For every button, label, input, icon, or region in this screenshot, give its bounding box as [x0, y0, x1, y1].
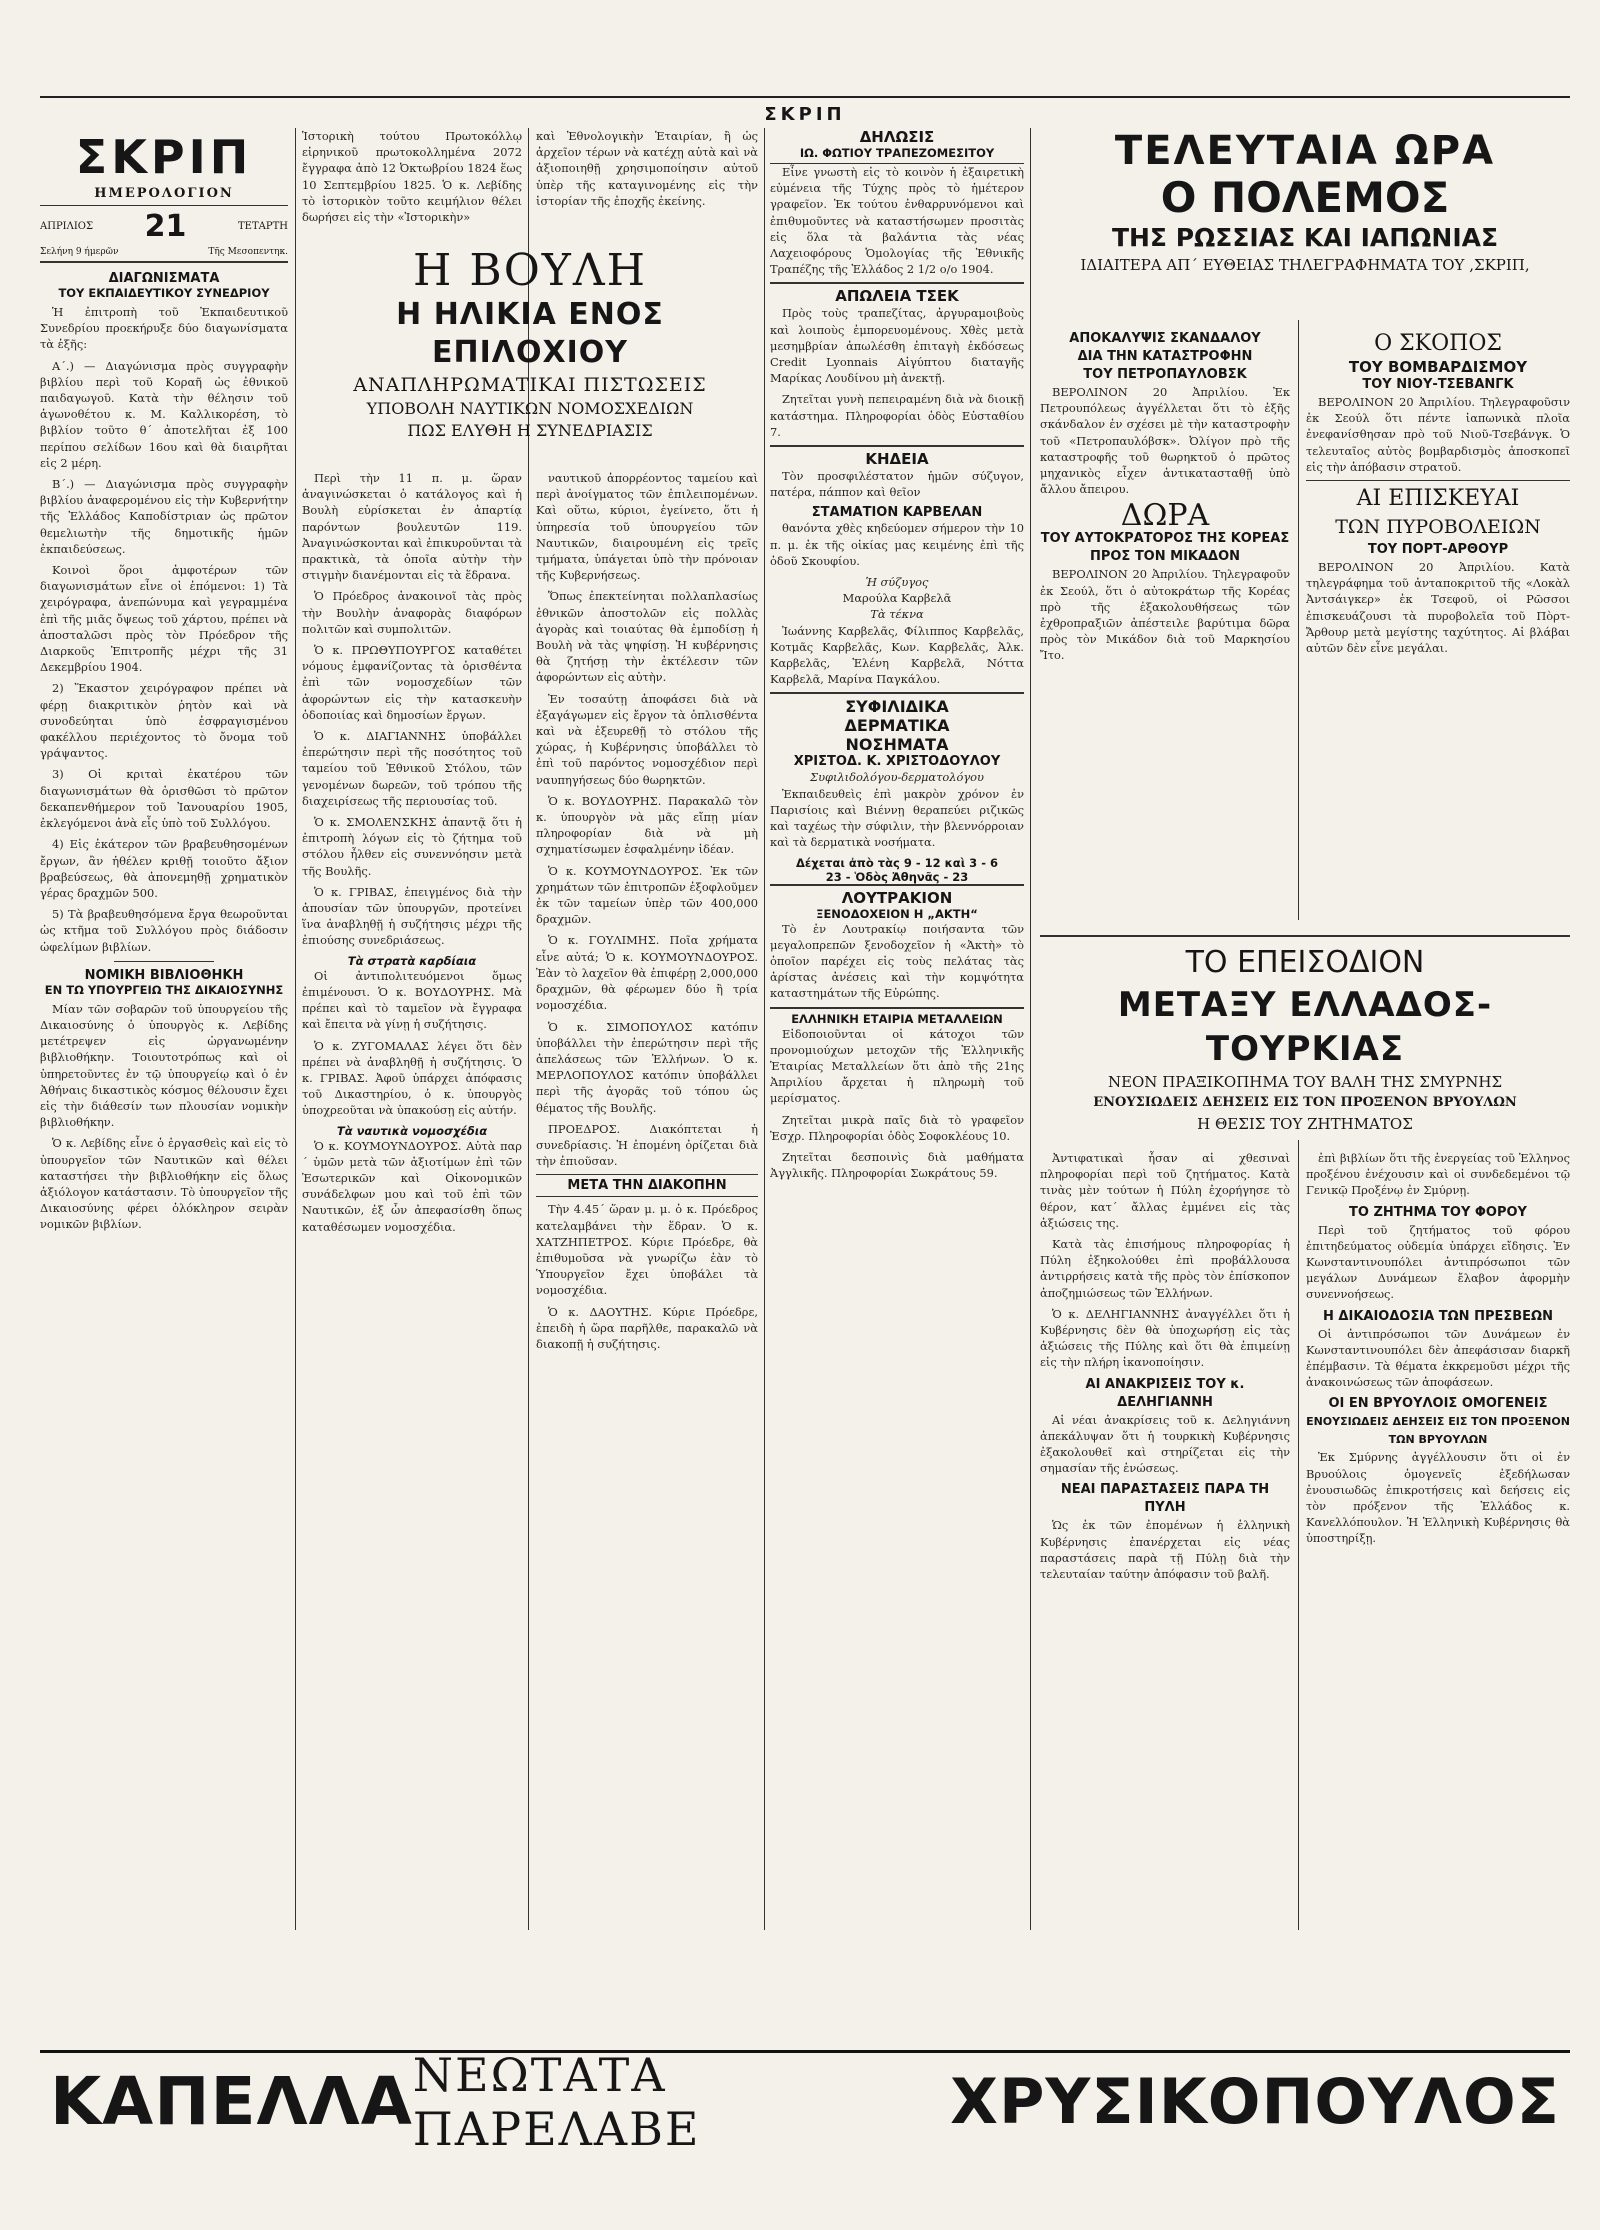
article-headline: ΤΟΥ ΒΟΜΒΑΡΔΙΣΜΟΥ: [1348, 358, 1528, 376]
doctor-title: Συφιλιδολόγου-δερματολόγου: [810, 770, 984, 785]
weekday-label: ΤΕΤΑΡΤΗ: [238, 221, 288, 232]
paragraph: Ἐκ Σμύρνης ἀγγέλλουσιν ὅτι οἱ ἐν Βρυούλοις ὁμογενεῖς ἐξεδήλωσαν ἐνουσιωδῶς ἐπικροτήσεις καὶ δεήσεις εἰς τὸν πρόξενον τῆς Ἑλλάδος κ. Κανελλόπουλον. Ἡ Ἑλληνικὴ Κυβέρνησις θὰ ὑποστηρίξῃ.: [1306, 1450, 1570, 1546]
article-headline: ΤΟΥ ΠΕΤΡΟΠΑΥΛΟΒΣΚ: [1083, 367, 1247, 382]
paragraph: Περὶ τοῦ ζητήματος τοῦ φόρου ἐπιτηδεύματος οὐδεμία ὑπάρχει εἴδησις. Ἐν Κωνσταντινουπόλει ἀντιπρόσωποι τῶν μεγάλων Δυνάμεων ἔλαβον ἀφορμὴν συνεννοήσεως.: [1306, 1222, 1570, 1302]
paragraph: Αἱ νέαι ἀνακρίσεις τοῦ κ. Δεληγιάννη ἀπεκάλυψαν ὅτι ἡ τουρκικὴ Κυβέρνησις ἐξακολουθεῖ καὶ στηρίζεται εἰς τὴν σημασίαν τῆς ἑνώσεως.: [1040, 1412, 1290, 1476]
divider: [114, 961, 213, 962]
paragraph: Ζητεῖται δεσποινὶς διὰ μαθήματα Ἀγγλικῆς. Πληροφορίαι Σωκράτους 59.: [770, 1149, 1024, 1181]
paragraph: Ὁ κ. ΖΥΓΟΜΑΛΑΣ λέγει ὅτι δὲν πρέπει νὰ ἀναβληθῇ ἡ συζήτησις. Ὁ κ. ΓΡΙΒΑΣ. Ἀφοῦ ὑπάρχει ἀπόφασις τοῦ Δικαστηρίου, ὁ κ. ὑπουργὸς ὑποχρεοῦται νὰ ὑπακούσῃ εἰς αὐτήν.: [302, 1038, 522, 1118]
article-headline: ΤΩΝ ΠΥΡΟΒΟΛΕΙΩΝ: [1335, 516, 1541, 539]
article-body: [1306, 1326, 1570, 1391]
paragraph: Ὁ κ. ΒΟΥΔΟΥΡΗΣ. Παρακαλῶ τὸν κ. ὑπουργὸν νὰ μᾶς εἴπῃ μίαν πληροφορίαν διὰ νὰ μὴ σχηματίσωμεν ἐσφαλμένην ἰδέαν.: [536, 793, 758, 857]
headline-smyrna: ΝΕΟΝ ΠΡΑΞΙΚΟΠΗΜΑ ΤΟΥ ΒΑΛΗ ΤΗΣ ΣΜΥΡΝΗΣ: [1107, 1073, 1503, 1091]
ad-headline: ΔΕΡΜΑΤΙΚΑ: [844, 716, 950, 736]
article-body: [1040, 566, 1290, 663]
moon-row: [40, 247, 288, 263]
article-headline: ΔΙΑ ΤΗΝ ΚΑΤΑΣΤΡΟΦΗΝ: [1077, 349, 1253, 364]
headline-position: Η ΘΕΣΙΣ ΤΟΥ ΖΗΤΗΜΑΤΟΣ: [1197, 1115, 1413, 1133]
ad-headline: ΝΟΣΗΜΑΤΑ: [845, 735, 949, 755]
paragraph: Ζητεῖται μικρὰ παῖς διὰ τὸ γραφεῖον Ἐσχρ. Πληροφορίαι ὁδὸς Σοφοκλέους 10.: [770, 1112, 1024, 1143]
article-headline: ΔΩΡΑ: [1120, 498, 1210, 534]
paragraph: 5) Τὰ βραβευθησόμενα ἔργα θεωροῦνται ὡς κτῆμα τοῦ Συλλόγου πρὸς διάδοσιν ὠφελίμων βιβλίων.: [40, 907, 288, 954]
article-body: [1040, 1412, 1290, 1477]
column-scandal: [1040, 330, 1290, 920]
headline-session: ΠΩΣ ΕΛΥΘΗ Η ΣΥΝΕΔΡΙΑΣΙΣ: [407, 421, 653, 440]
article-headline: ΤΟΥ ΠΟΡΤ-ΑΡΘΟΥΡ: [1367, 542, 1509, 558]
hotel-name: ΞΕΝΟΔΟΧΕΙΟΝ Η „ΑΚΤΗ“: [816, 906, 978, 921]
paragraph: Ὡς ἐκ τῶν ἐπομένων ἡ ἑλληνικὴ Κυβέρνησις ἐπανέρχεται εἰς νέας παραστάσεις παρὰ τῇ Πύλῃ διὰ τὴν τελευταίαν ταύτην ἀπόφασιν τοῦ βαλῆ.: [1040, 1518, 1290, 1582]
ad-body: [770, 786, 1024, 851]
paragraph: Ὁ κ. ΣΜΟΛΕΝΣΚΗΣ ἀπαντᾷ ὅτι ἡ ἐπιτροπὴ λόγων εἰς τὸ ζήτημα τοῦ στόλου ἦλθεν εἰς συνεννόησιν μετὰ τῆς Βουλῆς.: [302, 815, 522, 878]
article-subheadline: ΤΟΥ ΕΚΠΑΙΔΕΥΤΙΚΟΥ ΣΥΝΕΔΡΙΟΥ: [58, 286, 270, 300]
column-divider: [1030, 128, 1031, 1930]
paragraph: Ζητεῖται γυνὴ πεπειραμένη διὰ νὰ διοικῇ κατάστημα. Πληροφορίαι ὁδὸς Εὐσταθίου 7.: [770, 392, 1024, 439]
paragraph: Ὁ κ. ΔΙΑΓΙΑΝΝΗΣ ὑποβάλλει ἐπερώτησιν περὶ τῆς ποσότητος τοῦ ταμείου τοῦ Ἐθνικοῦ Στόλου, τῶν γενομένων δωρεῶν, τοῦ τρόπου τῆς διαχειρίσεως τῆς περιουσίας τοῦ.: [302, 729, 522, 808]
article-body: [536, 470, 758, 1169]
notice-headline: ΔΗΛΩΣΙΣ: [859, 128, 935, 146]
moon-label: Σελήνη 9 ήμερῶν: [40, 247, 119, 257]
article-headline: ΔΙΑΓΩΝΙΣΜΑΤΑ: [108, 271, 220, 286]
article-headline: Ο ΣΚΟΠΟΣ: [1374, 331, 1502, 356]
paragraph: ΒΕΡΟΛΙΝΟΝ 20 Ἀπριλίου. Κατὰ τηλεγράφημα τοῦ ἀνταποκριτοῦ τῆς «Λοκὰλ Ἀντσάιγκερ» ἐκ Τσεφοῦ, οἱ Ρῶσσοι ἐπισκευάζουσι τὰ πυροβολεῖα τοῦ Πὸρτ-Ἄρθουρ μετὰ μεγίστης ταχύτητος. Αἱ βλάβαι αὐτῶν δὲν εἶνε μεγάλαι.: [1306, 560, 1570, 656]
notice-subheadline: ΙΩ. ΦΩΤΙΟΥ ΤΡΑΠΕΖΟΜΕΣΙΤΟΥ: [770, 146, 1024, 164]
notice-body: [770, 468, 1024, 500]
top-snippets: [302, 128, 758, 243]
paragraph: Εἶνε γνωστὴ εἰς τὸ κοινὸν ἡ ἐξαιρετικὴ εὐμένεια τῆς Τύχης πρὸς τὸ ἡμέτερον γραφεῖον. Ἐκ τούτου ἐνθαρρυνόμενοι καὶ ἐπιθυμοῦντες νὰ καταστήσωμεν προσιτὰς εἰς ὅλα τὰ βαλάντια τὰς νέας Λαχειοφόρους Ὁμολογίας τῆς Ἐθνικῆς Τραπέζης τῆς Ἑλλάδος 2 1/2 ο/ο 1904.: [770, 165, 1024, 277]
paragraph: ΒΕΡΟΛΙΝΟΝ 20 Ἀπριλίου. Ἐκ Πετρουπόλεως ἀγγέλλεται ὅτι τὸ ἐξῆς σκάνδαλον ἐν σχέσει μὲ τὴν καταστροφὴν τοῦ «Πετροπαυλόβσκ». Ὀλίγον πρὸ τῆς καταστροφῆς τοῦ θωρηκτοῦ ὁ πρῶτος μηχανικὸς εἶχεν ἀντικατασταθῇ ὑπὸ ἄλλου ἄπειρου.: [1040, 385, 1290, 497]
article-body: [1306, 559, 1570, 656]
newspaper-logo: ΣΚΡΙΠ: [75, 130, 253, 184]
column-bombardment: [1306, 330, 1570, 920]
date-row: [40, 206, 288, 247]
ad-headline: ΣΥΦΙΛΙΔΙΚΑ: [770, 692, 1024, 716]
calendar-heading: ΗΜΕΡΟΛΟΓΙΟΝ: [40, 186, 288, 206]
article-body: [302, 1138, 522, 1235]
feast-label: Τῆς Μεσοπεντηκ.: [208, 247, 288, 257]
article-body: [1306, 394, 1570, 475]
article-body: [302, 968, 522, 1119]
headline-petitions: ΕΝΟΥΣΙΩΔΕΙΣ ΔΕΗΣΕΙΣ ΕΙΣ ΤΟΝ ΠΡΟΞΕΝΟΝ ΒΡΥΟΥΛΩΝ: [1093, 1095, 1517, 1110]
doctor-name: ΧΡΙΣΤΟΔ. Κ. ΧΡΙΣΤΟΔΟΥΛΟΥ: [793, 754, 1001, 770]
paragraph: Κατὰ τὰς ἐπισήμους πληροφορίας ἡ Πύλη ἐξηκολούθει ἐπὶ προβάλλουσα ἀντιρρήσεις κατὰ τῆς πρὸς τὸν ἐπίσκοπον ἀποζημιώσεως τῶν Ἑλλήνων.: [1040, 1237, 1290, 1300]
notice-body: [770, 623, 1024, 688]
paragraph: Κοινοὶ ὅροι ἀμφοτέρων τῶν διαγωνισμάτων εἶνε οἱ ἑπόμενοι: 1) Τὰ χειρόγραφα, ἀνεπώνυμα καὶ γεγραμμένα ἐπὶ τῆς μιᾶς ὄψεως τοῦ χάρτου, πρέπει νὰ ἀποσταλῶσι πρὸς τὸν Πρόεδρον τῆς Διαρκοῦς Ἐπιτροπῆς μέχρι τῆς 31 Δεκεμβρίου 1904.: [40, 563, 288, 675]
paragraph: ΒΕΡΟΛΙΝΟΝ 20 Ἀπριλίου. Τηλεγραφοῦν ἐκ Σεούλ, ὅτι ὁ αὐτοκράτωρ τῆς Κορέας πρὸ τῆς ἐξακολουθήσεως τῶν ἐχθροπραξιῶν ἀπέστειλε βαρύτιμα δῶρα πρὸς τὸν Μικάδον διὰ τοῦ Μαρκησίου Ἴτο.: [1040, 567, 1290, 663]
war-banner: [1040, 128, 1570, 276]
paragraph: ἐπὶ βιβλίων ὅτι τῆς ἐνεργείας τοῦ Ἑλληνος προξένου ἐνέχουσιν καὶ οἱ συνδεδεμένοι τῷ Γενικῷ Προξένῳ ἐν Σμύρνῃ.: [1306, 1151, 1570, 1198]
paragraph: Ἐκπαιδευθεὶς ἐπὶ μακρὸν χρόνον ἐν Παρισίοις καὶ Βιέννῃ θεραπεύει ριζικῶς καὶ ταχέως τὴν σύφιλιν, τὴν βλεννόρροιαν καὶ τὰ δερματικὰ νοσήματα.: [770, 786, 1024, 850]
article-body: [1306, 1449, 1570, 1546]
article-body: [536, 1201, 758, 1352]
article-subheadline: ΕΝ ΤΩ ΥΠΟΥΡΓΕΙΩ ΤΗΣ ΔΙΚΑΙΟΣΥΝΗΣ: [44, 982, 284, 997]
paragraph: Ὅπως ἐπεκτείνηται πολλαπλασίως ἐθνικῶν ἀποστολῶν εἰς πολλὰς ἀγορὰς καὶ τοιαύτας θὰ ἐμποδίσῃ ἡ Βουλὴ νὰ τὰς ψηφίσῃ. Ἡ κυβέρνησις θὰ ζητήσῃ τὴν ἐκτέλεσιν τῶν ἀφορώντων εἰς αὐτὴν.: [536, 589, 758, 685]
paragraph: Περὶ τὴν 11 π. μ. ὥραν ἀναγινώσκεται ὁ κατάλογος καὶ ἡ Βουλὴ εὑρίσκεται ἐν ἀπαρτίᾳ παρόντων βουλευτῶν 119. Ἀναγινώσκονται καὶ ἐπικυροῦνται τὰ πρακτικὰ, τὰ ὁποῖα αὐτὴν τὴν στιγμὴν διανέμονται εἰς τὰ ἕδρανα.: [302, 471, 522, 583]
section-subhead: Τὰ ναυτικὰ νομοσχέδια: [336, 1123, 488, 1138]
section-subhead: Τὰ στρατὰ καρδίαια: [347, 953, 477, 968]
article-headline: ΑΠΟΚΑΛΥΨΙΣ ΣΚΑΝΔΑΛΟΥ: [1069, 331, 1261, 346]
masthead-page-label: ΣΚΡΙΠ: [764, 104, 846, 125]
ad-hats: ΚΑΠΕΛΛΑ: [50, 2063, 413, 2140]
paragraph: Ἡ ἐπιτροπὴ τοῦ Ἐκπαιδευτικοῦ Συνεδρίου προεκήρυξε δύο διαγωνίσματα τὰ ἑξῆς:: [40, 305, 288, 352]
paragraph: ναυτικοῦ ἀπορρέοντος ταμείου καὶ περὶ ἀνοίγματος τῶν ἐπιλειπομένων. Καὶ οὕτω, κύριοι, ἐγείνετο, ὅτι ἡ ὑπηρεσία τοῦ ὑπουργείου τῶν Ναυτικῶν, διαιρουμένη εἰς τρεῖς τμήματα, ὑπάγεται ὑπὸ τὴν πρόνοιαν τῆς Κυβερνήσεως.: [536, 471, 758, 583]
ad-headline: ΛΟΥΤΡΑΚΙΟΝ: [770, 884, 1024, 907]
article-body: [1306, 1222, 1570, 1303]
notice-body: [770, 1026, 1024, 1182]
column-divider: [764, 128, 765, 1930]
notice-body: [770, 305, 1024, 440]
column-divider: [1298, 1140, 1299, 1930]
family-name: Μαρούλα Καρβελᾶ: [842, 591, 952, 606]
column-episode-a: [1040, 1150, 1290, 1930]
episode-banner: [1040, 935, 1570, 1135]
headline-episode: ΤΟ ΕΠΕΙΣΟΔΙΟΝ: [1185, 945, 1425, 980]
paragraph: Οἱ ἀντιπολιτευόμενοι ὅμως ἐπιμένουσι. Ὁ κ. ΒΟΥΔΟΥΡΗΣ. Μὰ πρέπει καὶ τὸ ταμεῖον νὰ ἔγγραφα καὶ ἔπειτα νὰ γίνῃ ἡ συζήτησις.: [302, 968, 522, 1032]
paragraph: Ὁ κ. ΔΕΛΗΓΙΑΝΝΗΣ ἀναγγέλλει ὅτι ἡ Κυβέρνησις δὲν θὰ ὑποχωρήσῃ εἰς τὰς ἀξιώσεις τῆς Πύλης καὶ ὅτι θὰ ἐπιμείνῃ εἰς τὴν πλήρη ἱκανοποίησιν.: [1040, 1306, 1290, 1370]
notice-headline: ΚΗΔΕΙΑ: [770, 445, 1024, 468]
section-subhead: ΝΕΑΙ ΠΑΡΑΣΤΑΣΕΙΣ ΠΑΡΑ ΤΗ ΠΥΛΗ: [1060, 1482, 1270, 1516]
snippet: Ἱστορικὴ τούτου Πρωτοκόλλῳ εἰρηνικοῦ πρωτοκολλημένα 2072 ἔγγραφα ἀπὸ 12 Ὀκτωβρίου 1824 ἕως 10 Σεπτεμβρίου 1825. Ὁ κ. Λεβίδης τὸ ἱστορικὸν τοῦτο κειμήλιον θέλει δωρήσει εἰς τὴν «Ἱστορικὴν»: [302, 129, 522, 225]
deceased-name: ΣΤΑΜΑΤΙΟΝ ΚΑΡΒΕΛΑΝ: [811, 505, 983, 521]
paragraph: Ὁ κ. ΓΟΥΛΙΜΗΣ. Ποῖα χρήματα εἶνε αὐτά; Ὁ κ. ΚΟΥΜΟΥΝΔΟΥΡΟΣ. Ἐὰν τὸ λαχεῖον θὰ ἐπιφέρῃ 2,000,000 δραχμῶν, θὰ φέρωμεν δύο ἢ τρία νομοσχέδια.: [536, 933, 758, 1013]
day-number: 21: [144, 209, 187, 244]
paragraph: Ἰωάννης Καρβελᾶς, Φίλιππος Καρβελᾶς, Κοτμᾶς Καρβελᾶς, Κων. Καρβελᾶς, Ἀλκ. Καρβελᾶς, Ἐλένη Καρβελᾶ, Νόττα Καρβελᾶ, Μαρίνα Παγκάλου.: [770, 623, 1024, 687]
article-body: [1306, 1150, 1570, 1199]
paragraph: 4) Εἰς ἑκάτερον τῶν βραβευθησομένων ἔργων, ἂν ἠθέλεν κριθῇ τοιοῦτο ἄξιον βραβεύσεως, θὰ ἀπονεμηθῇ χρηματικὸν γέρας δραχμῶν 500.: [40, 837, 288, 900]
column-vouli-b: [536, 470, 758, 1930]
office-address: 23 - Ὁδὸς Ἀθηνᾶς - 23: [825, 869, 969, 884]
article-headline: ΑΙ ΕΠΙΣΚΕΥΑΙ: [1306, 480, 1570, 513]
section-subhead: ΟΙ ΕΝ ΒΡΥΟΥΛΟΙΣ ΟΜΟΓΕΝΕΙΣ: [1328, 1396, 1548, 1412]
paragraph: Μίαν τῶν σοβαρῶν τοῦ ὑπουργείου τῆς Δικαιοσύνης ὁ ὑπουργὸς κ. Λεβίδης μετέτρεψεν εἰς ὠργανωμένην βιβλιοθήκην. Τοιουτοτρόπως καὶ οἱ ὑπηρετοῦντες ἐν τῷ ὑπουργείῳ καὶ ὁ ἐν Ἀθήναις δικαστικὸς κόσμος θέλουσιν ἔχει εἰς τὴν διάθεσίν των πλουσίαν νομικὴν βιβλιοθήκην.: [40, 1001, 288, 1130]
column-calendar: [40, 128, 288, 1930]
paragraph: 3) Οἱ κριταὶ ἑκατέρου τῶν διαγωνισμάτων θὰ ὁρισθῶσι τὸ πρῶτον δεκαπενθήμερον τοῦ Ἰανουαρίου 1905, ἐκλεγόμενοι ἀνὰ εἷς ὑπὸ τοῦ Συλλόγου.: [40, 767, 288, 831]
ad-merchant: ΧΡΥΣΙΚΟΠΟΥΛΟΣ: [950, 2065, 1560, 2138]
ad-arrivals: ΝΕΩΤΑΤΑ ΠΑΡΕΛΑΒΕ: [412, 2047, 701, 2156]
month-label: ΑΠΡΙΛΙΟΣ: [40, 221, 94, 232]
article-headline: ΤΟΥ ΝΙΟΥ-ΤΣΕΒΑΝΓΚ: [1362, 377, 1514, 392]
paragraph: Πρὸς τοὺς τραπεζίτας, ἀργυραμοιβοὺς καὶ λοιποὺς ἐμπορευομένους. Χθὲς μετὰ μεσημβρίαν ἀπωλέσθη ἐπιταγὴ ἐκδόσεως Credit Lyonnais Αἰγύπτου διαταγῆς Μαρίκας Λουδίνου μὴ ἀνεκτῇ.: [770, 306, 1024, 386]
column-divider: [1298, 320, 1299, 920]
article-body: [40, 304, 288, 955]
paragraph: Ἀντιφατικαὶ ἦσαν αἱ χθεσιναὶ πληροφορίαι περὶ τοῦ ζητήματος. Κατὰ τινὰς μὲν τούτων ἡ Πύλη ἐχορήγησε τὸ θέρον, κατ´ ἄλλας ἐμμένει εἰς τὰς ἀξιώσεις της.: [1040, 1151, 1290, 1230]
paragraph: Ὁ κ. ΚΟΥΜΟΥΝΔΟΥΡΟΣ. Αὐτὰ παρ´ ὑμῶν μετὰ τῶν ἀξιοτίμων ἐπὶ τῶν Ἐσωτερικῶν καὶ Οἰκονομικῶν συνάδελφων μου καὶ τοῦ ἐπὶ τῶν Ναυτικῶν, ἐξ ὧν ἀπεφασίσθη ὅπως καταθέσωμεν νομοσχέδια.: [302, 1138, 522, 1234]
paragraph: Ὁ κ. ΓΡΙΒΑΣ, ἐπειγμένος διὰ τὴν ἀπουσίαν τῶν ὑπουργῶν, προτείνει ἵνα ἀναβληθῇ ἡ συζήτησις μέχρι τῆς ἐπιούσης συνεδριάσεως.: [302, 884, 522, 948]
paragraph: Τὴν 4.45´ ὥραν μ. μ. ὁ κ. Πρόεδρος κατελαμβάνει τὴν ἕδραν. Ὁ κ. ΧΑΤΖΗΠΕΤΡΟΣ. Κύριε Πρόεδρε, θὰ ἐπιθυμοῦσα νὰ γνωρίζω ἐὰν τὸ Ὑπουργεῖον ἔχει ὑποβάλει τὰ νομοσχέδια.: [536, 1202, 758, 1298]
notice-body: [770, 164, 1024, 277]
article-body: [1040, 1517, 1290, 1582]
vouli-banner: [302, 246, 758, 442]
footer-advertisement: [40, 2047, 1570, 2156]
paragraph: Β´.) — Διαγώνισμα πρὸς συγγραφὴν βιβλίου ἀναφερομένου εἰς τὴν Κυβερνήτην τῆς Ἑλλάδος Καποδίστριαν ὡς πρῶτον θεμελιωτὴν τῆς δημοτικῆς ἡμῶν ἐκπαιδεύσεως.: [40, 477, 288, 556]
headline-greece-turkey: ΜΕΤΑΞΥ ΕΛΛΑΔΟΣ-ΤΟΥΡΚΙΑΣ: [1117, 985, 1493, 1069]
section-headline: ΜΕΤΑ ΤΗΝ ΔΙΑΚΟΠΗΝ: [536, 1174, 758, 1197]
paragraph: Ὁ κ. ΣΙΜΟΠΟΥΛΟΣ κατόπιν ὑποβάλλει τὴν ἐπερώτησιν περὶ τῆς ἀπελάσεως τῶν Ἑλλήνων. Ὁ κ. ΜΕΡΛΟΠΟΥΛΟΣ κατόπιν ὑποβάλλει περὶ τῆς ἀγορᾶς τοῦ τόπου ὡς θέματος τῆς Βουλῆς.: [536, 1019, 758, 1115]
headline-vouli: Η ΒΟΥΛΗ: [413, 245, 647, 296]
section-subhead: Η ΔΙΚΑΙΟΔΟΣΙΑ ΤΩΝ ΠΡΕΣΒΕΩΝ: [1323, 1308, 1553, 1324]
ad-body: [770, 921, 1024, 1002]
paragraph: Ἐν τοσαύτῃ ἀποφάσει διὰ νὰ ἐξαγάγωμεν εἰς ἔργον τὰ ὁπλισθέντα καὶ νὰ ἐξευρεθῇ τὸ στόλου τῆς χώρας, ἡ Κυβέρνησις ὑποβάλλει τὸ ἐπὶ τοῦ παρόντος νομοσχέδιον περὶ ναυπηγήσεως δύο θωρηκτῶν.: [536, 691, 758, 787]
headline-telegrams: ΙΔΙΑΙΤΕΡΑ ΑΠ´ ΕΥΘΕΙΑΣ ΤΗΛΕΓΡΑΦΗΜΑΤΑ ΤΟΥ ,ΣΚΡΙΠ,: [1080, 256, 1530, 274]
column-vouli-a: [302, 470, 522, 1930]
column-notices: [770, 128, 1024, 1930]
article-headline: ΝΟΜΙΚΗ ΒΙΒΛΙΟΘΗΚΗ: [84, 967, 244, 983]
paragraph: Ὁ κ. Λεβίδης εἶνε ὁ ἐργασθεὶς καὶ εἰς τὸ ὑπουργεῖον τῶν Ναυτικῶν καὶ θέλει καταστήσει τὴν βιβλιοθήκην εἰς ὅλως ἀξιόλογον κατάστασιν. Τὸ ὑπουργεῖον τῆς Δικαιοσύνης φέρει ὁλόκληρον σειρὰν νομικῶν βιβλίων.: [40, 1136, 288, 1232]
paragraph: Εἰδοποιοῦνται οἱ κάτοχοι τῶν προνομιούχων μετοχῶν τῆς Ἑλληνικῆς Ἑταιρίας Μεταλλείων ὅτι ἀπὸ τῆς 21ης Ἀπριλίου ἄρχεται ἡ πληρωμὴ τοῦ μερίσματος.: [770, 1026, 1024, 1106]
article-body: [40, 1001, 288, 1233]
article-headline: ΠΡΟΣ ΤΟΝ ΜΙΚΑΔΟΝ: [1089, 549, 1241, 565]
family-label: Ἡ σύζυγος: [865, 575, 929, 590]
paragraph: θανόντα χθὲς κηδεύομεν σήμερον τὴν 10 π. μ. ἐκ τῆς οἰκίας μας κειμένης ἐπὶ τῆς ὁδοῦ Σκουφίου.: [770, 521, 1024, 568]
paragraph: 2) Ἕκαστον χειρόγραφον πρέπει νὰ φέρῃ διακριτικὸν ῥητὸν καὶ νὰ συνοδεύηται ὑπὸ ἐσφραγισμένου φακέλλου περιέχοντος τὸ ὄνομα τοῦ γράψαντος.: [40, 681, 288, 761]
paragraph: Ὁ Πρόεδρος ἀνακοινοῖ τὰς πρὸς τὴν Βουλὴν ἀναφορὰς διαφόρων πολιτῶν καὶ συμπολιτῶν.: [302, 589, 522, 636]
masthead-rule: [40, 96, 1570, 98]
paragraph: Τὸ ἐν Λουτρακίῳ ποιήσαντα τῶν μεγαλοπρεπῶν ξενοδοχεῖον ἡ «Ἀκτὴ» τὸ ὁποῖον παρέχει εἰς τοὺς πελάτας τὰς ἀρίστας ἀνέσεις καὶ τὴν κομψότητα καταστημάτων τῆς Εὐρώπης.: [770, 921, 1024, 1001]
article-body: [1040, 384, 1290, 497]
headline-credits: ΑΝΑΠΛΗΡΩΜΑΤΙΚΑΙ ΠΙΣΤΩΣΕΙΣ: [353, 374, 707, 396]
section-subhead: ΤΟ ΖΗΤΗΜΑ ΤΟΥ ΦΟΡΟΥ: [1349, 1204, 1527, 1220]
article-body: [302, 470, 522, 949]
headline-last-hour: ΤΕΛΕΥΤΑΙΑ ΩΡΑ: [1114, 128, 1496, 174]
column-divider: [295, 128, 296, 1930]
notice-headline: ΕΛΛΗΝΙΚΗ ΕΤΑΙΡΙΑ ΜΕΤΑΛΛΕΙΩΝ: [770, 1007, 1024, 1026]
section-subhead: ΕΝΟΥΣΙΩΔΕΙΣ ΔΕΗΣΕΙΣ ΕΙΣ ΤΟΝ ΠΡΟΞΕΝΟΝ ΤΩΝ ΒΡΥΟΥΛΩΝ: [1306, 1415, 1570, 1447]
section-subhead: ΑΙ ΑΝΑΚΡΙΣΕΙΣ ΤΟΥ κ. ΔΕΛΗΓΙΑΝΝΗ: [1085, 1376, 1245, 1410]
paragraph: Ὁ κ. ΠΡΩΘΥΠΟΥΡΓΟΣ καταθέτει νόμους ἐμφανίζοντας τὰ ὁρισθέντα ἐπὶ τῶν νομοσχεδίων τῶν ἀφορώντων εἰς τὴν κατασκευὴν ὁδοποιίας καὶ δημοσίων ἔργων.: [302, 643, 522, 722]
headline-russia-japan: ΤΗΣ ΡΩΣΣΙΑΣ ΚΑΙ ΙΑΠΩΝΙΑΣ: [1111, 223, 1499, 252]
headline-age: Η ΗΛΙΚΙΑ ΕΝΟΣ ΕΠΙΛΟΧΙΟΥ: [396, 297, 664, 370]
family-label: Τὰ τέκνα: [870, 607, 924, 622]
column-episode-b: [1306, 1150, 1570, 1930]
paragraph: ΒΕΡΟΛΙΝΟΝ 20 Ἀπριλίου. Τηλεγραφοῦσιν ἐκ Σεούλ ὅτι πέντε ἰαπωνικὰ πλοῖα ἐνεφανίσθησαν πρὸ τοῦ Νιοῦ-Τσεβάνγκ. Ὁ τελευταῖος αὐτὸς βομβαρδισμὸς ἀποσκοπεῖ εἰς τὴν ἀπόβασιν στρατοῦ.: [1306, 395, 1570, 474]
article-body: [1040, 1150, 1290, 1371]
notice-headline: ΑΠΩΛΕΙΑ ΤΣΕΚ: [770, 282, 1024, 305]
notice-body: [770, 520, 1024, 569]
paragraph: Οἱ ἀντιπρόσωποι τῶν Δυνάμεων ἐν Κωνσταντινουπόλει δὲν ἀπεφάσισαν διαρκῆ ἐπέμβασιν. Τὰ θέματα ἐκκρεμοῦσι μέχρι τῆς ἀνακοινώσεως τῶν ἀποφάσεων.: [1306, 1326, 1570, 1390]
headline-naval-bills: ΥΠΟΒΟΛΗ ΝΑΥΤΙΚΩΝ ΝΟΜΟΣΧΕΔΙΩΝ: [366, 399, 694, 418]
paragraph: Ὁ κ. ΔΑΟΥΤΗΣ. Κύριε Πρόεδρε, ἐπειδὴ ἡ ὥρα παρῆλθε, παρακαλῶ νὰ διακοπῇ ἡ συζήτησις.: [536, 1304, 758, 1351]
snippet: καὶ Ἐθνολογικὴν Ἑταιρίαν, ἢ ὡς ἀρχεῖον τέρων νὰ κατέχῃ αὐτὰ καὶ νὰ ἀξιοποιηθῇ χρησιμοποίησιν αὐτοῦ ὑπὲρ τῆς καταγινομένης εἰς τὴν ἱστορίαν τῆς ἐποχῆς ἐκείνης.: [536, 129, 758, 208]
paragraph: Α´.) — Διαγώνισμα πρὸς συγγραφὴν βιβλίου περὶ τοῦ Κοραῆ ὡς ἐθνικοῦ παιδαγωγοῦ. Κατὰ τὴν θέλησιν τοῦ ἀγωνοθέτου κ. Μ. Καλλικορέση, τὸ βιβλίον τοῦτο θ´ ἀποτελῆται ἐξ 100 περίπου σελίδων 16ου καὶ θὰ διαιρῆται εἰς 2 μέρη.: [40, 358, 288, 470]
paragraph: Ὁ κ. ΚΟΥΜΟΥΝΔΟΥΡΟΣ. Ἐκ τῶν χρημάτων τῶν ἐπιτροπῶν ἐξοφλοῦμεν ἐκ τῶν ταμείων ὑπὲρ τῶν 400,000 δραχμῶν.: [536, 863, 758, 927]
article-headline: ΤΟΥ ΑΥΤΟΚΡΑΤΟΡΟΣ ΤΗΣ ΚΟΡΕΑΣ: [1040, 531, 1290, 547]
paragraph: Τὸν προσφιλέστατον ἡμῶν σύζυγον, πατέρα, πάππον καὶ θεῖον: [770, 469, 1024, 500]
office-hours: Δέχεται ἀπὸ τὰς 9 - 12 καὶ 3 - 6: [796, 855, 998, 870]
paragraph: ΠΡΟΕΔΡΟΣ. Διακόπτεται ἡ συνεδρίασις. Ἡ ἐπομένη ὀρίζεται διὰ τὴν ἐπιοῦσαν.: [536, 1121, 758, 1169]
headline-war: Ο ΠΟΛΕΜΟΣ: [1160, 173, 1450, 222]
